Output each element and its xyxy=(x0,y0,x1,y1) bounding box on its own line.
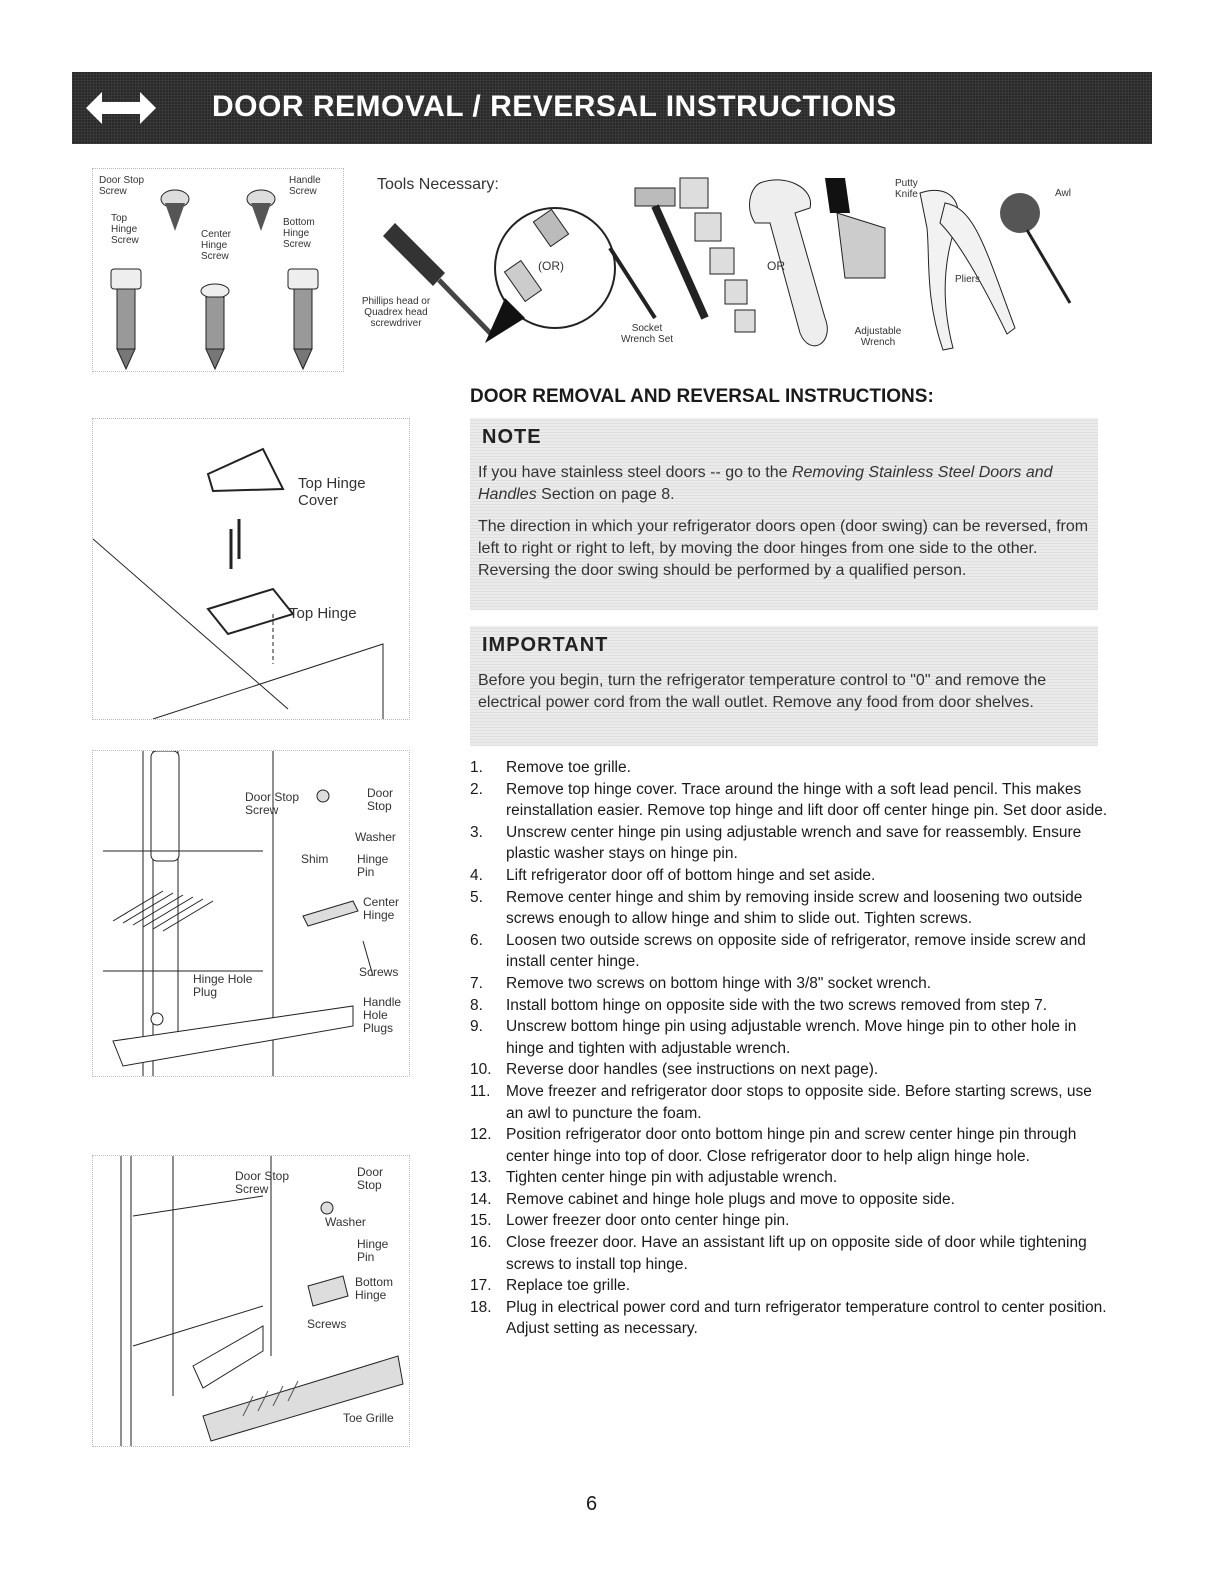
awl-label: Awl xyxy=(1055,188,1071,199)
note-paragraph-2: The direction in which your refrigerator doors open (door swing) can be reversed, from left to right or right to left, by moving the door hinges from one side to the other. Reversing the door swing should be performed by a qualified person. xyxy=(478,518,1089,579)
hinge-pin-label: Hinge Pin xyxy=(357,852,389,879)
bottom-hinge-figure xyxy=(92,1155,410,1447)
top-hinge-label: Top Hinge xyxy=(289,605,357,622)
step-item: 15. Lower freezer door onto center hinge pin. xyxy=(470,1212,790,1230)
step-item: 4. Lift refrigerator door off of bottom hinge and set aside. xyxy=(470,866,876,884)
top-hinge-cover-label: Top Hinge Cover xyxy=(298,475,366,509)
bottom-hinge-label: Bottom Hinge xyxy=(355,1275,394,1302)
putty-knife-label: Putty Knife xyxy=(895,178,918,200)
tools-figure xyxy=(355,168,1080,363)
door-stop-label: Door Stop xyxy=(367,786,394,813)
note-title: NOTE xyxy=(482,426,542,448)
door-stop-screw-label-3: Door Stop Screw xyxy=(235,1169,290,1196)
step-item: 3. Unscrew center hinge pin using adjustable wrench and save for reassembly. Ensure plastic washer stays on hinge pin. xyxy=(470,823,1082,863)
screw-figure xyxy=(92,168,344,372)
step-item: 2. Remove top hinge cover. Trace around the hinge with a soft lead pencil. This makes reinstallation easier. Remove top hinge and lift door off center hinge pin. Set door aside. xyxy=(470,780,1108,820)
pliers-label: Pliers xyxy=(955,274,981,285)
step-item: 11. Move freezer and refrigerator door stops to opposite side. Before starting screws, use an awl to puncture the foam. xyxy=(470,1082,1092,1122)
door-stop-screw-label-2: Door Stop Screw xyxy=(245,790,300,817)
handle-screw-label: Handle Screw xyxy=(289,175,321,197)
awl-icon xyxy=(1000,193,1070,303)
step-item: 12. Position refrigerator door onto bottom hinge pin and screw center hinge pin through center hinge into top of door. Close refrigerator door to help align hinge hole. xyxy=(470,1126,1077,1165)
socket-label: Socket Wrench Set xyxy=(620,323,674,345)
washer-label: Washer xyxy=(355,830,396,844)
putty-knife-icon xyxy=(825,178,885,278)
hinge-hole-plug-label: Hinge Hole Plug xyxy=(193,972,253,999)
step-item: 8. Install bottom hinge on opposite side with the two screws removed from step 7. xyxy=(470,996,1048,1014)
step-item: 13. Tighten center hinge pin with adjustable wrench. xyxy=(470,1169,838,1187)
toe-grille-label: Toe Grille xyxy=(343,1411,394,1425)
or-label-2: OR xyxy=(767,259,785,273)
door-stop-screw-label: Door Stop Screw xyxy=(99,175,145,197)
washer-label-2: Washer xyxy=(325,1215,366,1229)
center-hinge-figure xyxy=(92,750,410,1077)
step-item: 14. Remove cabinet and hinge hole plugs and move to opposite side. xyxy=(470,1190,955,1208)
header-banner xyxy=(72,72,1152,144)
note-paragraph-1 xyxy=(478,462,1098,506)
center-hinge-screw-label: Center Hinge Screw xyxy=(201,229,232,262)
step-item: 10. Reverse door handles (see instructions on next page). xyxy=(470,1061,879,1079)
page-number: 6 xyxy=(586,1493,598,1515)
double-arrow-icon xyxy=(86,86,156,130)
important-paragraph: Before you begin, turn the refrigerator temperature control to "0" and remove the electrical power cord from the wall outlet. Remove any food from door shelves. xyxy=(478,672,1047,711)
section-heading: DOOR REMOVAL AND REVERSAL INSTRUCTIONS: xyxy=(470,386,934,407)
note-p1-link-text: Removing Stainless Steel Doors and Handles xyxy=(478,464,1053,503)
adjustable-wrench-icon xyxy=(750,180,828,346)
step-item: 6. Loosen two outside screws on opposite side of refrigerator, remove inside screw and install center hinge. xyxy=(470,931,1086,971)
step-item: 18. Plug in electrical power cord and turn refrigerator temperature control to center position. Adjust setting as necessary. xyxy=(470,1298,1107,1338)
note-p1-a: If you have stainless steel doors -- go to the xyxy=(478,464,792,481)
screwdriver-label: Phillips head or Quadrex head screwdriver xyxy=(361,296,431,329)
step-item: 17. Replace toe grille. xyxy=(470,1277,631,1295)
step-item: 7. Remove two screws on bottom hinge with 3/8" socket wrench. xyxy=(470,974,932,992)
top-hinge-figure xyxy=(92,418,410,720)
step-item: 1. Remove toe grille. xyxy=(470,759,631,776)
top-hinge-illustration xyxy=(93,419,409,719)
tools-illustration xyxy=(355,168,1080,363)
shim-label: Shim xyxy=(301,852,329,866)
handle-hole-plugs-label: Handle Hole Plugs xyxy=(363,995,402,1035)
screws-label-2: Screws xyxy=(307,1317,347,1331)
adjustable-wrench-label: Adjustable Wrench xyxy=(854,326,902,348)
step-item: 16. Close freezer door. Have an assistant lift up on opposite side of door while tightening screws to install top hinge. xyxy=(470,1234,1087,1273)
bottom-hinge-screw-label: Bottom Hinge Screw xyxy=(283,217,315,250)
important-title: IMPORTANT xyxy=(482,634,609,656)
tools-heading: Tools Necessary: xyxy=(377,176,499,193)
step-item: 9. Unscrew bottom hinge pin using adjustable wrench. Move hinge pin to other hole in hinge and tighten with adjustable wrench. xyxy=(470,1018,1077,1057)
banner-title: DOOR REMOVAL / REVERSAL INSTRUCTIONS xyxy=(212,90,897,123)
or-label-1: (OR) xyxy=(538,259,564,273)
instruction-steps xyxy=(470,757,1110,1340)
socket-wrench-icon xyxy=(610,178,755,332)
center-hinge-label: Center Hinge xyxy=(363,895,400,922)
note-callout xyxy=(470,418,1098,610)
screw-illustration xyxy=(93,169,343,371)
top-hinge-screw-label: Top Hinge Screw xyxy=(111,213,139,246)
door-stop-label-2: Door Stop xyxy=(357,1165,384,1192)
hinge-pin-label-2: Hinge Pin xyxy=(357,1237,389,1264)
step-item: 5. Remove center hinge and shim by removing inside screw and loosening two outside screws enough to allow hinge and shim to slide out. Tighten screws. xyxy=(470,888,1083,928)
important-callout xyxy=(470,626,1098,746)
note-p1-b: Section on page 8. xyxy=(536,486,675,503)
screws-label: Screws xyxy=(359,965,399,979)
